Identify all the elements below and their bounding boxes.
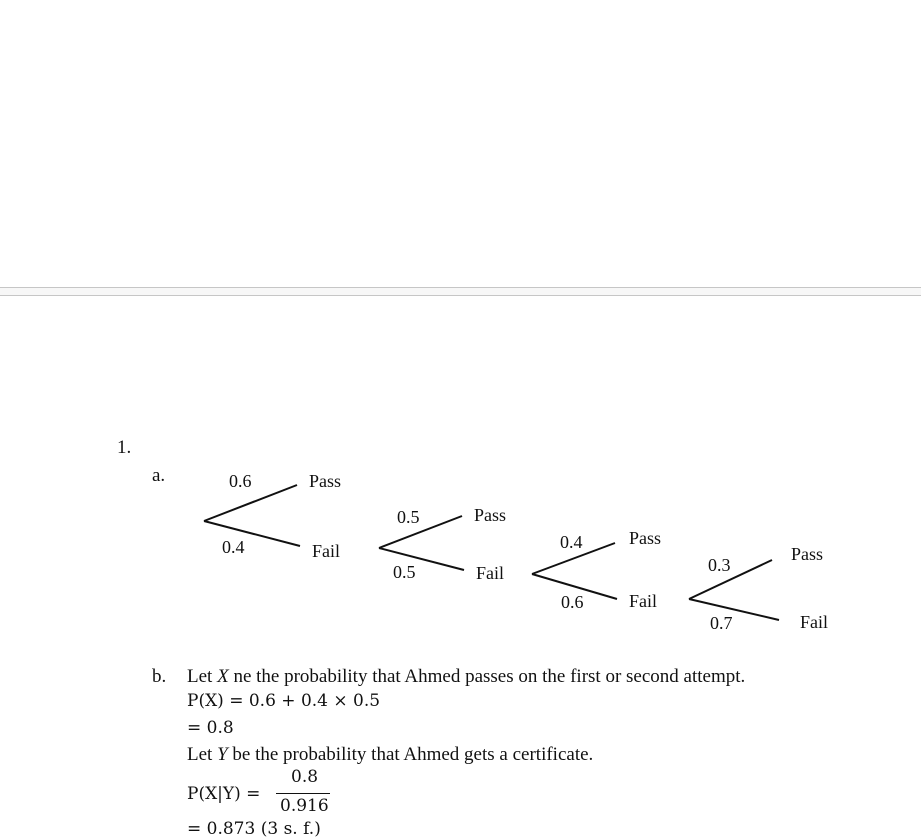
- stage3-pass-prob: 0.4: [560, 532, 583, 552]
- tree-branch-2-fail: [379, 548, 464, 570]
- y-post-text: be the probability that Ahmed gets a certificate.: [227, 744, 594, 765]
- fraction-numerator: 0.8: [291, 767, 319, 787]
- part-b-intro: [187, 667, 745, 686]
- stage4-pass-prob: 0.3: [708, 555, 731, 575]
- tree-branch-4-pass: [689, 560, 772, 599]
- stage3-fail-label: Fail: [629, 591, 658, 611]
- stage1-pass-label: Pass: [309, 471, 342, 491]
- intro-pre-text: Let: [187, 666, 218, 687]
- y-definition: [187, 745, 593, 764]
- stage1-fail-label: Fail: [312, 541, 341, 561]
- fraction-bar: [276, 793, 330, 794]
- part-b-label: b.: [152, 666, 167, 687]
- stage2-pass-label: Pass: [474, 505, 507, 525]
- stage1-fail-prob: 0.4: [222, 537, 245, 557]
- stage4-fail-label: Fail: [800, 612, 829, 632]
- tree-branch-4-fail: [689, 599, 779, 620]
- stage2-fail-label: Fail: [476, 563, 505, 583]
- stage3-fail-prob: 0.6: [561, 592, 584, 612]
- question-number: 1.: [117, 437, 132, 458]
- part-a-label: a.: [152, 465, 166, 486]
- y-pre-text: Let: [187, 744, 218, 765]
- tree-branch-1-fail: [204, 521, 300, 546]
- conditional-lhs: P(X|Y) =: [187, 784, 261, 804]
- stage3-pass-label: Pass: [629, 528, 662, 548]
- stage1-pass-prob: 0.6: [229, 471, 252, 491]
- stage4-pass-label: Pass: [791, 544, 824, 564]
- px-equation: P(X) = 0.6 + 0.4 × 0.5: [187, 691, 381, 711]
- tree-branch-2-pass: [379, 516, 462, 548]
- variable-x: X: [217, 666, 229, 687]
- intro-post-text: ne the probability that Ahmed passes on the first or second attempt.: [228, 666, 746, 687]
- conditional-result: = 0.873 (3 s. f.): [187, 819, 321, 839]
- stage2-fail-prob: 0.5: [393, 562, 416, 582]
- fraction-denominator: 0.916: [280, 796, 329, 816]
- stage4-fail-prob: 0.7: [710, 613, 733, 633]
- stage2-pass-prob: 0.5: [397, 507, 420, 527]
- variable-y: Y: [217, 744, 228, 765]
- px-result: = 0.8: [187, 718, 234, 738]
